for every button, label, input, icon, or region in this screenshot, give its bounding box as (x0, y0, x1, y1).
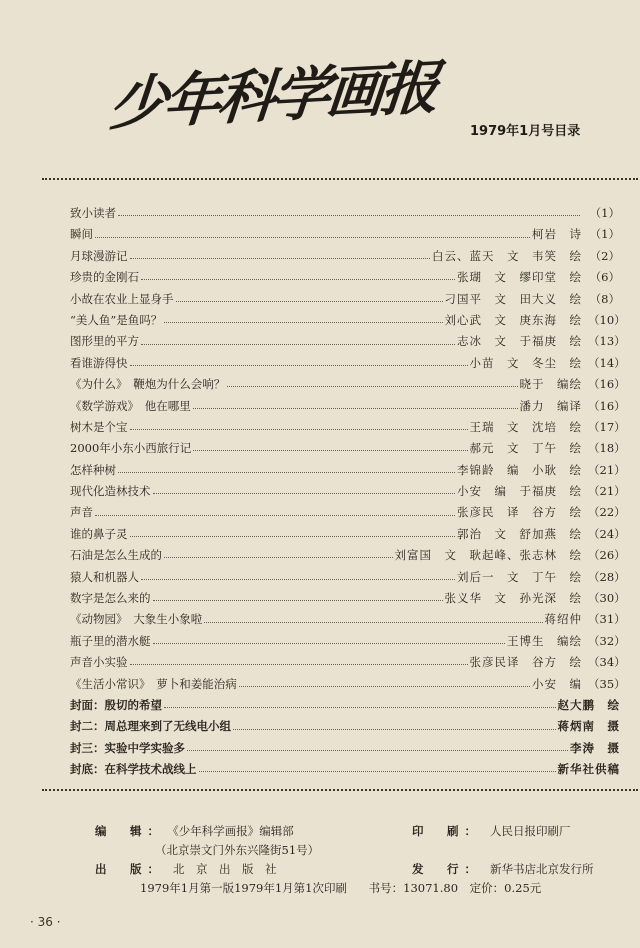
toc-title: 怎样种树 (70, 462, 116, 477)
toc-page-number: （31） (588, 612, 626, 627)
top-divider (42, 178, 638, 180)
publisher-label: 出 版： (95, 862, 165, 876)
leader-dots (95, 237, 530, 238)
leader-dots (153, 643, 506, 644)
toc-row (70, 524, 626, 545)
toc-title: 树木是个宝 (70, 419, 128, 434)
toc-page-number: （8） (589, 291, 620, 306)
toc-page-number: （16） (588, 377, 626, 392)
toc-title: 图形里的平方 (70, 334, 139, 349)
toc-row (70, 331, 626, 352)
leader-dots (130, 664, 468, 665)
toc-row (70, 588, 626, 609)
toc-credit: 新华社供稿 (557, 762, 620, 777)
toc-page-number: （21） (588, 462, 626, 477)
toc-credit: 刁国平 文 田大义 绘 (444, 291, 582, 306)
toc-credit: 郭治 文 舒加燕 绘 (457, 526, 582, 541)
leader-dots (118, 472, 455, 473)
toc-credit: 小苗 文 冬尘 绘 (469, 355, 582, 370)
toc-credit: 李涛 摄 (570, 740, 620, 755)
toc-page-number: （28） (588, 569, 626, 584)
toc-row (70, 502, 626, 523)
leader-dots (153, 600, 443, 601)
cover-credit-row (70, 695, 620, 716)
toc-title: 数字是怎么来的 (70, 591, 151, 606)
toc-credit: 张彦民译 谷方 绘 (469, 655, 582, 670)
toc-credit: 蒋炳南 摄 (557, 719, 620, 734)
leader-dots (239, 686, 530, 687)
printer-label: 印 刷： (412, 824, 482, 838)
edition-info: 1979年1月第一版1979年1月第1次印刷 (140, 881, 347, 895)
leader-dots (95, 515, 455, 516)
toc-credit: 张义华 文 孙光深 绘 (444, 591, 582, 606)
editor-address: （北京崇文门外东兴隆街51号） (155, 843, 320, 857)
toc-page-number: （10） (588, 312, 626, 327)
toc-title: 猿人和机器人 (70, 569, 139, 584)
toc-credit: 赵大鹏 绘 (557, 697, 620, 712)
toc-row (70, 674, 626, 695)
leader-dots (153, 493, 456, 494)
toc-credit: 刘后一 文 丁午 绘 (457, 569, 582, 584)
toc-page-number: （1） (589, 227, 620, 242)
toc-page-number: （18） (588, 441, 626, 456)
toc-row (70, 310, 626, 331)
leader-dots (130, 258, 431, 259)
masthead-logo: 少年科学画报 (106, 53, 439, 139)
toc-title: 声音小实验 (70, 655, 128, 670)
toc-row (70, 289, 620, 310)
toc-row (70, 460, 626, 481)
toc-page-number: （34） (588, 655, 626, 670)
toc-credit: 刘富国 文 耿起峰、张志林 绘 (394, 548, 582, 563)
toc-credit: 蒋绍仲 (544, 612, 582, 627)
toc-page-number: （14） (588, 355, 626, 370)
toc-title: 看谁游得快 (70, 355, 128, 370)
toc-row (70, 609, 626, 630)
toc-page-number: （17） (588, 419, 626, 434)
toc-row (70, 353, 626, 374)
toc-credit: 郝元 文 丁午 绘 (469, 441, 582, 456)
toc-credit: 张彦民 译 谷方 绘 (457, 505, 582, 520)
editor-line (95, 823, 294, 839)
leader-dots (164, 557, 393, 558)
toc-page-number: （16） (588, 398, 626, 413)
leader-dots (176, 301, 443, 302)
toc-title: 《动物园》 大象生小象啦 (70, 612, 203, 627)
toc-credit: 李锦龄 编 小耿 绘 (457, 462, 582, 477)
toc-title: 封二：周总理来到了无线电小组 (70, 719, 231, 734)
toc-title: 月球漫游记 (70, 248, 128, 263)
toc-row (70, 567, 626, 588)
leader-dots (164, 322, 442, 323)
book-number: 书号：13071.80 (368, 881, 459, 895)
page-number: · 36 · (30, 915, 61, 929)
toc-row (70, 438, 626, 459)
bottom-divider (42, 789, 638, 791)
leader-dots (141, 279, 455, 280)
toc-credit: 王瑞 文 沈培 绘 (469, 419, 582, 434)
cover-credit-row (70, 759, 620, 780)
toc-row (70, 417, 626, 438)
toc-title: 封三：实验中学实验多 (70, 740, 185, 755)
toc-title: 珍贵的金刚石 (70, 270, 139, 285)
distributor-label: 发 行： (412, 862, 482, 876)
toc-credit: 白云、蓝天 文 韦笑 绘 (432, 248, 582, 263)
toc-row (70, 652, 626, 673)
leader-dots (233, 729, 556, 730)
editor-label: 编 辑： (95, 824, 165, 838)
toc-title: 封面：殷切的希望 (70, 697, 162, 712)
leader-dots (227, 386, 517, 387)
toc-page-number: （35） (588, 676, 626, 691)
toc-title: 现代化造林技术 (70, 484, 151, 499)
toc-credit: 志冰 文 于福庚 绘 (457, 334, 582, 349)
publisher-value: 北 京 出 版 社 (173, 862, 277, 876)
leader-dots (118, 215, 580, 216)
leader-dots (141, 344, 455, 345)
toc-title: 小故在农业上显身手 (70, 291, 174, 306)
toc-title: “美人鱼”是鱼吗？ (70, 312, 163, 327)
table-of-contents (70, 203, 626, 781)
toc-title: 《生活小常识》 萝卜和姜能治病 (70, 676, 237, 691)
toc-page-number: （21） (588, 484, 626, 499)
toc-title: 谁的鼻子灵 (70, 526, 128, 541)
toc-title: 瓶子里的潜水艇 (70, 633, 151, 648)
toc-row (70, 396, 626, 417)
toc-title: 封底：在科学技术战线上 (70, 762, 197, 777)
toc-row (70, 267, 620, 288)
leader-dots (141, 579, 455, 580)
toc-page-number: （13） (588, 334, 626, 349)
toc-title: 石油是怎么生成的 (70, 548, 162, 563)
issue-label: 1979年1月号目录 (470, 124, 581, 139)
toc-credit: 王博生 编绘 (507, 633, 582, 648)
publisher-line (95, 861, 277, 877)
leader-dots (164, 707, 556, 708)
toc-row (70, 203, 620, 224)
toc-credit: 刘心武 文 庚东海 绘 (444, 312, 582, 327)
toc-row (70, 374, 626, 395)
toc-title: 《为什么》 鞭炮为什么会响？ (70, 377, 226, 392)
toc-credit: 小安 编 (532, 676, 582, 691)
cover-credit-row (70, 716, 620, 737)
edition-line (140, 880, 541, 896)
editor-value: 《少年科学画报》编辑部 (173, 824, 294, 838)
toc-credit: 张瑚 文 缪印堂 绘 (457, 270, 582, 285)
toc-page-number: （2） (589, 248, 620, 263)
toc-page-number: （6） (589, 270, 620, 285)
cover-credit-row (70, 738, 620, 759)
toc-credit: 柯岩 诗 (532, 227, 582, 242)
toc-row (70, 246, 620, 267)
toc-credit: 潘力 编译 (519, 398, 582, 413)
toc-title: 瞬间 (70, 227, 93, 242)
toc-page-number: （1） (589, 206, 620, 220)
toc-row (70, 631, 626, 652)
toc-row (70, 224, 620, 245)
leader-dots (193, 408, 518, 409)
toc-page-number: （22） (588, 505, 626, 520)
toc-page-number: （30） (588, 591, 626, 606)
price: 定价：0.25元 (469, 881, 542, 895)
toc-row (70, 545, 626, 566)
toc-title: 《数学游戏》 他在哪里 (70, 398, 191, 413)
leader-dots (187, 750, 568, 751)
leader-dots (130, 429, 468, 430)
toc-title: 致小读者 (70, 206, 116, 220)
toc-title: 2000年小东小西旅行记 (70, 441, 192, 456)
leader-dots (130, 365, 468, 366)
leader-dots (199, 771, 556, 772)
distributor-line (412, 861, 594, 877)
leader-dots (193, 450, 467, 451)
printer-value: 人民日报印刷厂 (490, 824, 571, 838)
leader-dots (204, 622, 542, 623)
distributor-value: 新华书店北京发行所 (490, 862, 594, 876)
toc-title: 声音 (70, 505, 93, 520)
toc-row (70, 481, 626, 502)
toc-credit: 晓于 编绘 (519, 377, 582, 392)
toc-page-number: （24） (588, 526, 626, 541)
toc-credit: 小安 编 于福庚 绘 (457, 484, 582, 499)
toc-page-number: （26） (588, 548, 626, 563)
toc-page-number: （32） (588, 633, 626, 648)
leader-dots (130, 536, 456, 537)
printer-line (412, 823, 571, 839)
